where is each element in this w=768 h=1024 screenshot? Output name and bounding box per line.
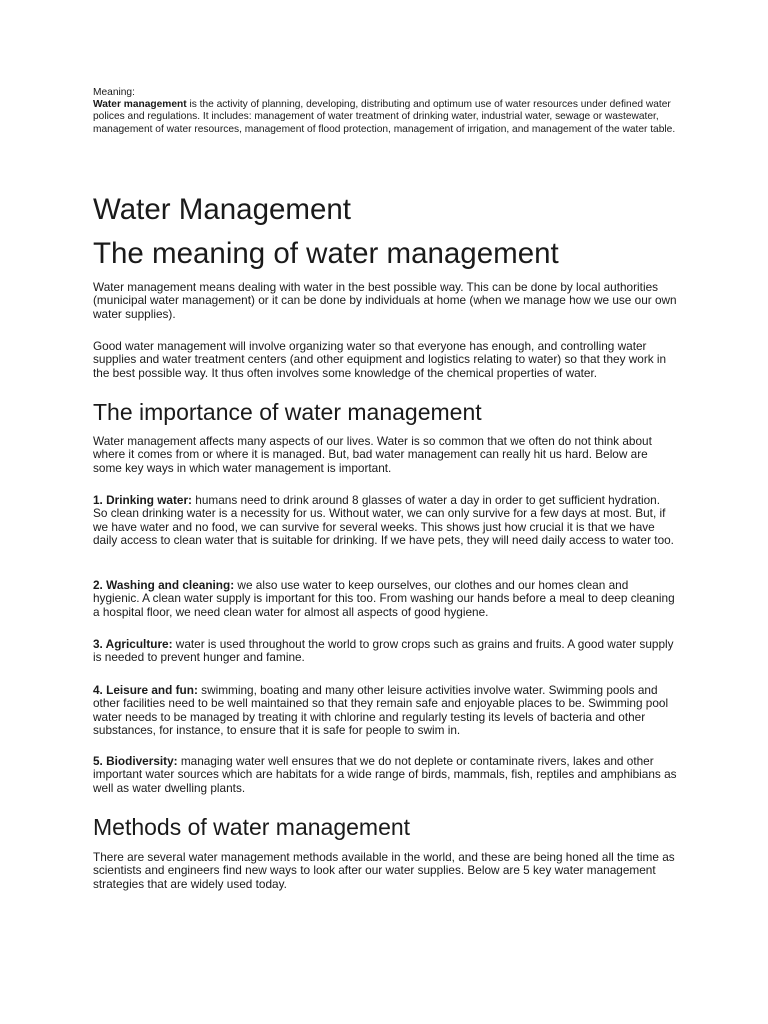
document-title: Water Management bbox=[93, 193, 351, 226]
item-text: water is used throughout the world to grow crops such as grains and fruits. A good water supply is needed to prevent hunger and famine. bbox=[93, 637, 674, 665]
item-label: 2. Washing and cleaning: bbox=[93, 578, 235, 592]
importance-item-washing bbox=[93, 579, 677, 619]
item-text: swimming, boating and many other leisure activities involve water. Swimming pools and other facilities need to be well maintained so that they remain safe and enjoyable places to be. Swimming pool water needs to be managed by treating it with chlorine and regularly testing its levels of bacteria and other substances, for instance, to ensure that it is safe for people to swim in. bbox=[93, 683, 669, 738]
importance-heading: The importance of water management bbox=[93, 399, 482, 425]
importance-item-agriculture bbox=[93, 638, 677, 665]
item-text: managing water well ensures that we do not deplete or contaminate rivers, lakes and other important water sources which are habitats for a wide range of birds, mammals, fish, reptiles and amphibians as well as water dwelling plants. bbox=[93, 754, 677, 795]
item-label: 1. Drinking water: bbox=[93, 493, 192, 507]
item-label: 5. Biodiversity: bbox=[93, 754, 178, 768]
importance-intro: Water management affects many aspects of our lives. Water is so common that we often do not think about where it comes from or where it is managed. But, bad water management can really hit us hard. Below are some key ways in which water management is important. bbox=[93, 434, 652, 475]
methods-heading: Methods of water management bbox=[93, 814, 411, 840]
item-text: we also use water to keep ourselves, our clothes and our homes clean and hygienic. A clean water supply is important for this too. From washing our hands before a meal to deep cleaning a hospital floor, we need clean water for almost all aspects of good hygiene. bbox=[93, 578, 675, 619]
meaning-intro bbox=[93, 87, 677, 136]
importance-item-drinking bbox=[93, 494, 677, 548]
item-text: humans need to drink around 8 glasses of water a day in order to get sufficient hydration. So clean drinking water is a necessity for us. Without water, we can only survive for a few days at most. But, if we have water and no food, we can survive for several weeks. This shows just how crucial it is that we have daily access to clean water that is suitable for drinking. If we have pets, they will need daily access to water too. bbox=[93, 493, 674, 548]
meaning-label: Meaning: bbox=[93, 87, 135, 98]
document-subtitle: The meaning of water management bbox=[93, 237, 559, 270]
meaning-paragraph-2: Good water management will involve organizing water so that everyone has enough, and controlling water supplies and water treatment centers (and other equipment and logistics relating to water) so that they work in the best possible way. It thus often involves some knowledge of the chemical properties of water. bbox=[93, 339, 667, 380]
methods-intro: There are several water management methods available in the world, and these are being honed all the time as scientists and engineers find new ways to look after our water supplies. Below are 5 key water management strategies that are widely used today. bbox=[93, 850, 675, 891]
importance-item-leisure bbox=[93, 684, 677, 738]
meaning-definition bbox=[93, 99, 677, 136]
meaning-paragraph-1: Water management means dealing with water in the best possible way. This can be done by local authorities (municipal water management) or it can be done by individuals at home (when we manage how we use our own water supplies). bbox=[93, 280, 677, 321]
meaning-text: is the activity of planning, developing, distributing and optimum use of water resources under defined water polices and regulations. It includes: management of water treatment of drinking water, industrial water, sewage or wastewater, management of water resources, management of flood protection, management of irrigation, and management of the water table. bbox=[93, 99, 676, 135]
item-label: 3. Agriculture: bbox=[93, 637, 173, 651]
importance-item-biodiversity bbox=[93, 755, 677, 795]
item-label: 4. Leisure and fun: bbox=[93, 683, 198, 697]
meaning-term: Water management bbox=[93, 99, 187, 111]
